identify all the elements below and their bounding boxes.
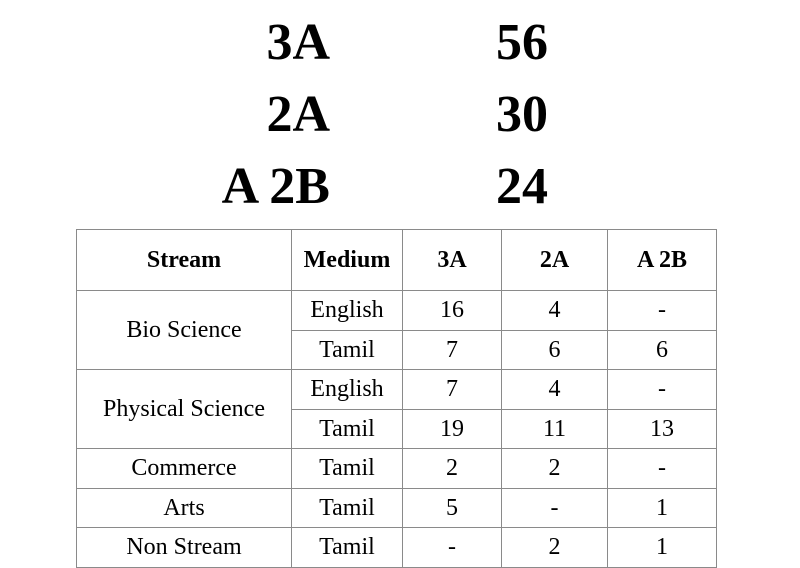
- table-header-row: [77, 230, 717, 291]
- medium-cell: Tamil: [292, 488, 403, 528]
- count-3a-cell: 19: [403, 409, 502, 449]
- stream-cell: Bio Science: [77, 291, 292, 370]
- count-3a-cell: 7: [403, 370, 502, 410]
- count-3a-cell: 5: [403, 488, 502, 528]
- count-a2b-cell: -: [608, 291, 717, 331]
- count-2a-cell: 2: [502, 449, 608, 489]
- count-2a-cell: 6: [502, 330, 608, 370]
- header-stream: Stream: [77, 230, 292, 291]
- summary-row-2a: [0, 80, 800, 150]
- count-3a-cell: 2: [403, 449, 502, 489]
- summary-count: 56: [496, 14, 548, 71]
- stream-cell: Non Stream: [77, 528, 292, 568]
- summary-row-3a: [0, 8, 800, 78]
- summary-grade: A 2B: [221, 158, 330, 215]
- count-3a-cell: 7: [403, 330, 502, 370]
- table-row: [77, 488, 717, 528]
- medium-cell: English: [292, 291, 403, 331]
- summary-row-a2b: [0, 152, 800, 222]
- header-3a: 3A: [403, 230, 502, 291]
- count-2a-cell: 4: [502, 370, 608, 410]
- count-a2b-cell: 1: [608, 528, 717, 568]
- medium-cell: Tamil: [292, 409, 403, 449]
- header-a2b: A 2B: [608, 230, 717, 291]
- table-row: [77, 528, 717, 568]
- stream-cell: Commerce: [77, 449, 292, 489]
- stream-cell: Physical Science: [77, 370, 292, 449]
- table-row: [77, 370, 717, 410]
- count-2a-cell: 4: [502, 291, 608, 331]
- count-a2b-cell: 13: [608, 409, 717, 449]
- table-row: [77, 291, 717, 331]
- count-a2b-cell: 1: [608, 488, 717, 528]
- summary-grade: 3A: [266, 14, 330, 71]
- summary-count: 24: [496, 158, 548, 215]
- count-2a-cell: -: [502, 488, 608, 528]
- count-3a-cell: 16: [403, 291, 502, 331]
- summary-grade: 2A: [266, 86, 330, 143]
- header-medium: Medium: [292, 230, 403, 291]
- medium-cell: Tamil: [292, 528, 403, 568]
- count-a2b-cell: 6: [608, 330, 717, 370]
- count-3a-cell: -: [403, 528, 502, 568]
- stream-cell: Arts: [77, 488, 292, 528]
- summary-count: 30: [496, 86, 548, 143]
- medium-cell: Tamil: [292, 449, 403, 489]
- count-2a-cell: 11: [502, 409, 608, 449]
- count-2a-cell: 2: [502, 528, 608, 568]
- header-2a: 2A: [502, 230, 608, 291]
- results-table: [76, 229, 717, 568]
- table-row: [77, 449, 717, 489]
- count-a2b-cell: -: [608, 370, 717, 410]
- count-a2b-cell: -: [608, 449, 717, 489]
- medium-cell: English: [292, 370, 403, 410]
- medium-cell: Tamil: [292, 330, 403, 370]
